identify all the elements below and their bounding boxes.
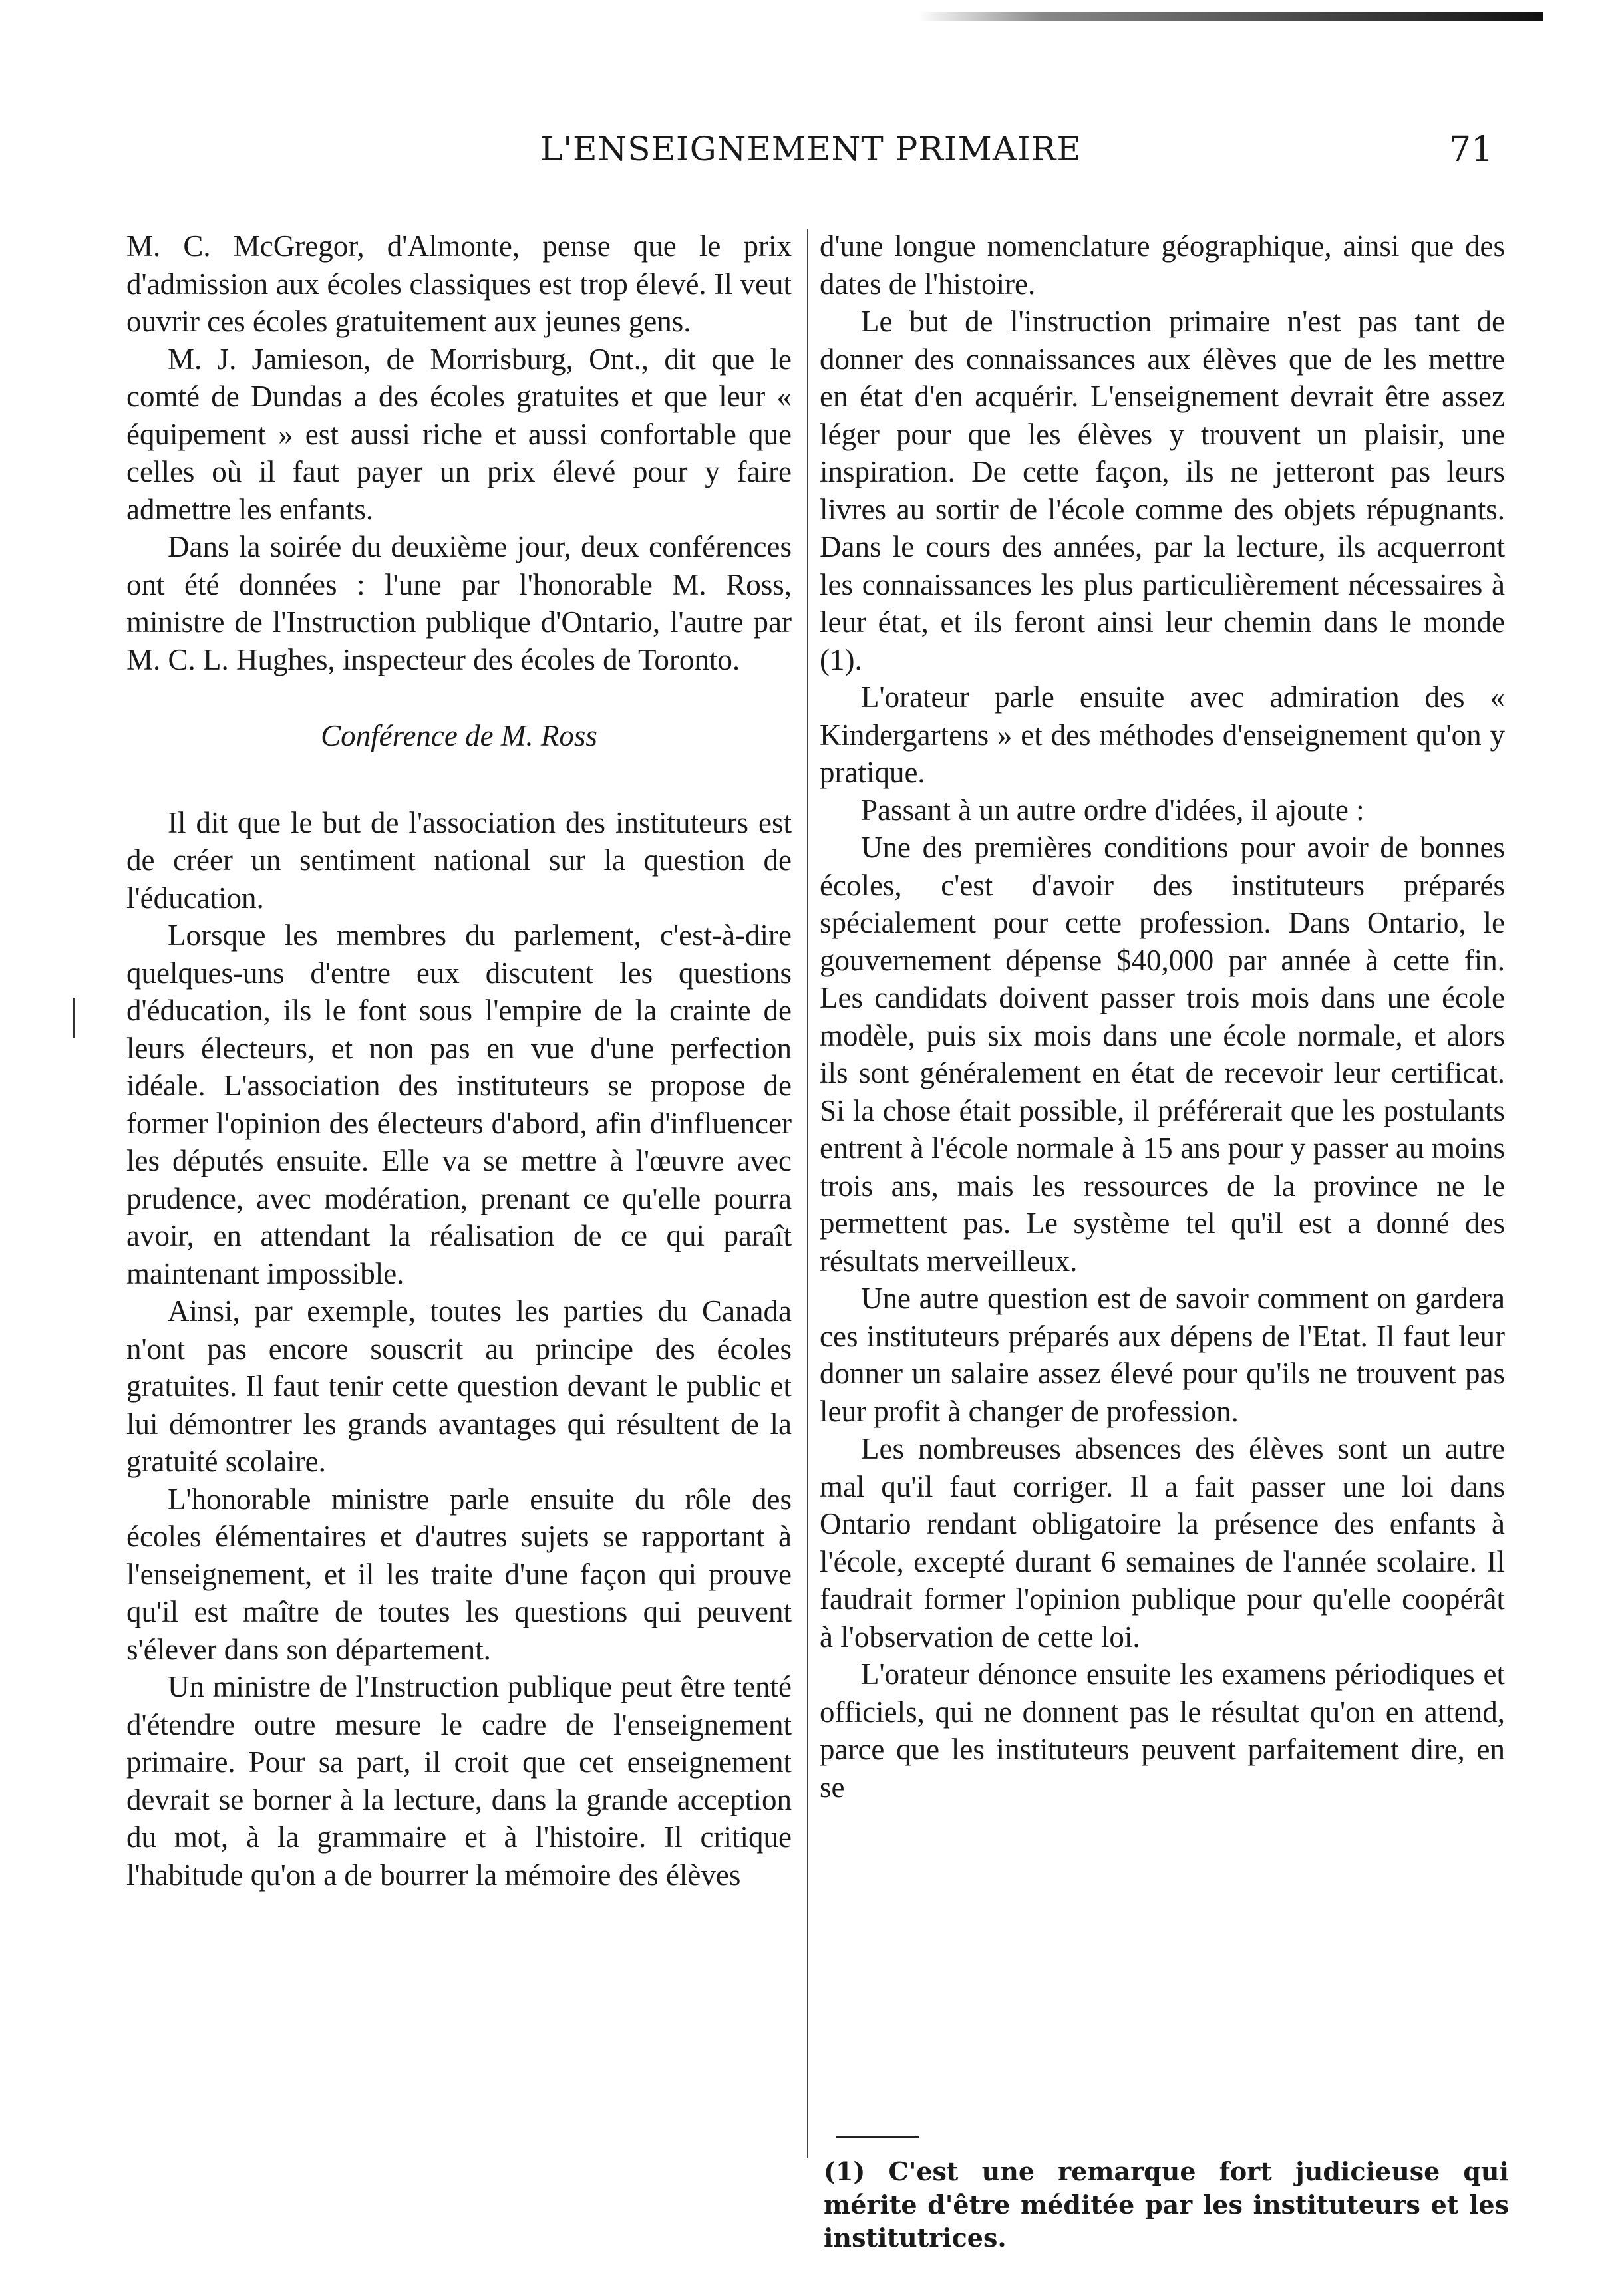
paragraph: Le but de l'instruction primaire n'est pas tant de donner des connaissances aux élèves que de les mettre en état d'en acquérir. L'enseignement devrait être assez léger pour que les élèves y trouvent un plaisir, une inspiration. De cette façon, ils ne jetteront pas leurs livres au sortir de l'école comme des objets répugnants. Dans le cours des années, par la lecture, ils acquerront les connaissances les plus particulièrement nécessaires à leur état, et ils feront ainsi leur chemin dans le monde (1).	[820, 305, 1505, 676]
paragraph: Il dit que le but de l'association des instituteurs est de créer un sentiment national sur la question de l'éducation.	[126, 805, 792, 915]
paragraph: M. C. McGregor, d'Almonte, pense que le prix d'admission aux écoles classiques est trop élevé. Il veut ouvrir ces écoles gratuitement aux jeunes gens.	[126, 229, 792, 338]
footnote-rule	[836, 2136, 919, 2138]
paragraph: Un ministre de l'Instruction publique peut être tenté d'étendre outre mesure le cadre de l'enseignement primaire. Pour sa part, il croit que cet enseignement devrait se borner à la lecture, dans la grande acception du mot, à la grammaire et à l'histoire. Il critique l'habitude qu'on a de bourrer la mémoire des élèves	[126, 1670, 792, 1892]
paragraph: Une autre question est de savoir comment on gardera ces instituteurs préparés aux dépens de l'Etat. Il faut leur donner un salaire assez élevé pour qu'ils ne trouvent pas leur profit à changer de profession.	[820, 1282, 1505, 1428]
column-divider	[807, 229, 808, 2158]
left-column	[126, 227, 792, 1894]
paragraph: L'orateur parle ensuite avec admiration des « Kindergartens » et des méthodes d'enseignement qu'on y pratique.	[820, 680, 1505, 789]
right-column	[820, 227, 1505, 1806]
paragraph: M. J. Jamieson, de Morrisburg, Ont., dit que le comté de Dundas a des écoles gratuites et que leur « équipement » est aussi riche et aussi confortable que celles où il faut payer un prix élevé pour y faire admettre les enfants.	[126, 342, 792, 526]
page-number: 71	[1449, 130, 1494, 170]
top-rule	[918, 12, 1543, 21]
paragraph: Passant à un autre ordre d'idées, il ajoute :	[861, 793, 1365, 827]
margin-mark	[73, 998, 75, 1038]
paragraph: Lorsque les membres du parlement, c'est-à-dire quelques-uns d'entre eux discutent les questions d'éducation, ils le font sous l'empire de la crainte de leurs électeurs, et non pas en vue d'une perfection idéale. L'association des instituteurs se propose de former l'opinion des électeurs d'abord, afin d'influencer les députés ensuite. Elle va se mettre à l'œuvre avec prudence, avec modération, prenant ce qu'elle pourra avoir, en attendant la réalisation de ce qui paraît maintenant impossible.	[126, 919, 792, 1290]
section-heading: Conférence de M. Ross	[321, 719, 597, 752]
paragraph: Les nombreuses absences des élèves sont un autre mal qu'il faut corriger. Il a fait passer une loi dans Ontario rendant obligatoire la présence des enfants à l'école, excepté durant 6 semaines de l'année scolaire. Il faudrait former l'opinion publique pour qu'elle coopérât à l'observation de cette loi.	[820, 1432, 1505, 1653]
paragraph: d'une longue nomenclature géographique, ainsi que des dates de l'histoire.	[820, 229, 1505, 301]
running-title: L'ENSEIGNEMENT PRIMAIRE	[540, 130, 1082, 168]
paragraph: L'honorable ministre parle ensuite du rôle des écoles élémentaires et d'autres sujets se rapportant à l'enseignement, et il les traite d'une façon qui prouve qu'il est maître de toutes les questions qui peuvent s'élever dans son département.	[126, 1482, 792, 1666]
paragraph: Dans la soirée du deuxième jour, deux conférences ont été données : l'une par l'honorable M. Ross, ministre de l'Instruction publique d'Ontario, l'autre par M. C. L. Hughes, inspecteur des écoles de Toronto.	[126, 530, 792, 676]
paragraph: L'orateur dénonce ensuite les examens périodiques et officiels, qui ne donnent pas le résultat qu'on en attend, parce que les instituteurs peuvent parfaitement dire, en se	[820, 1657, 1505, 1804]
paragraph: Une des premières conditions pour avoir de bonnes écoles, c'est d'avoir des instituteurs préparés spécialement pour cette profession. Dans Ontario, le gouvernement dépense $40,000 par année à cette fin. Les candidats doivent passer trois mois dans une école modèle, puis six mois dans une école normale, et alors ils sont généralement en état de recevoir leur certificat. Si la chose était possible, il préférerait que les postulants entrent à l'école normale à 15 ans pour y passer au moins trois ans, mais les ressources de la province ne le permettent pas. Le système tel qu'il est a donné des résultats merveilleux.	[820, 831, 1505, 1278]
paragraph: Ainsi, par exemple, toutes les parties du Canada n'ont pas encore souscrit au principe des écoles gratuites. Il faut tenir cette question devant le public et lui démontrer les grands avantages qui résultent de la gratuité scolaire.	[126, 1294, 792, 1478]
running-head	[0, 130, 1616, 176]
footnote: (1) C'est une remarque fort judicieuse qui mérite d'être méditée par les instituteurs et les institutrices.	[824, 2156, 1509, 2253]
